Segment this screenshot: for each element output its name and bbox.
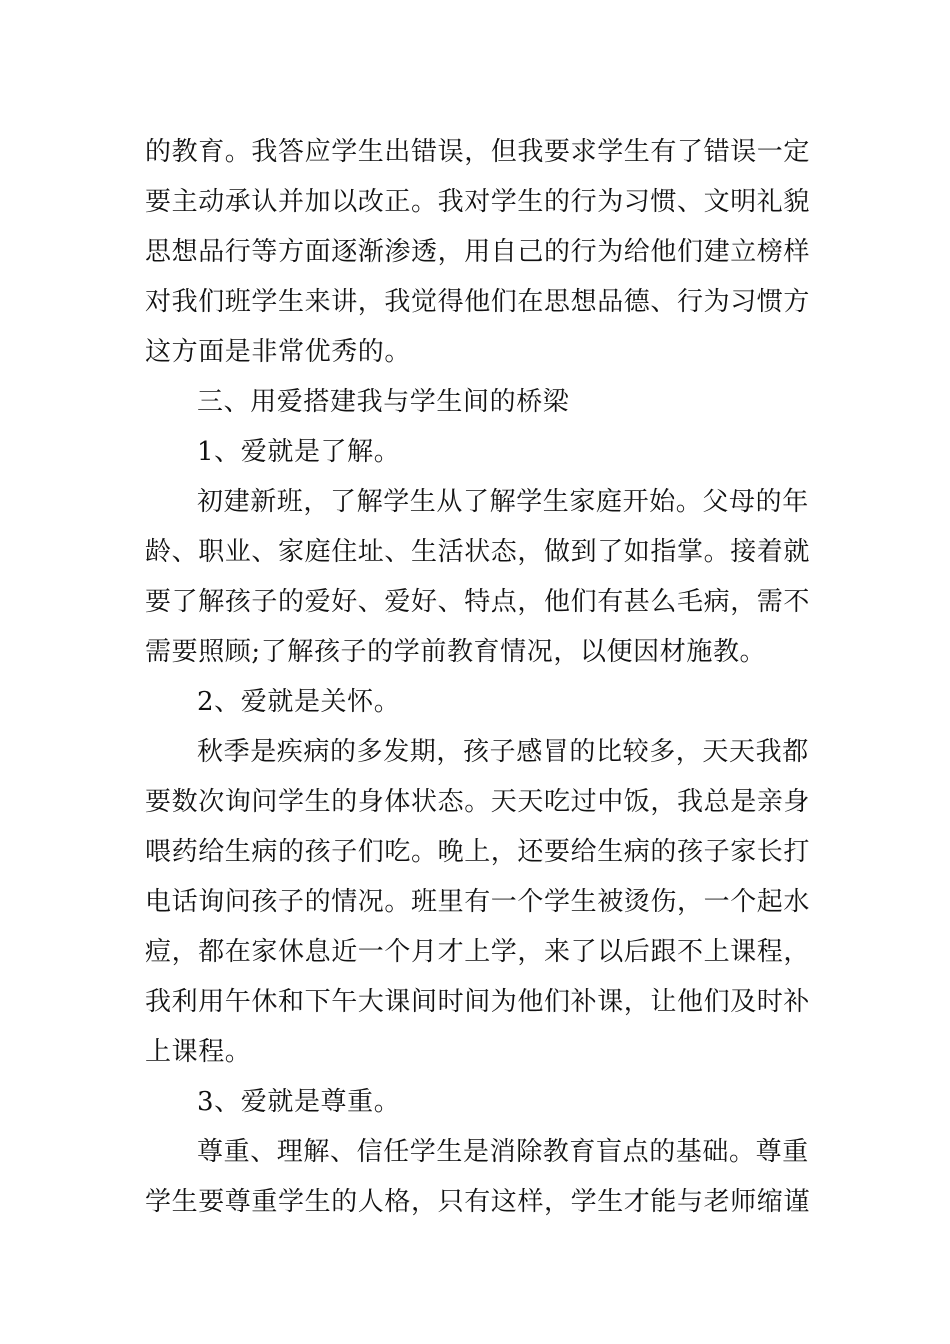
- text-line: 龄、职业、家庭住址、生活状态，做到了如指掌。接着就: [145, 537, 811, 567]
- text-line: 电话询问孩子的情况。班里有一个学生被烫伤，一个起水: [145, 887, 811, 917]
- text-line: 要数次询问学生的身体状态。天天吃过中饭，我总是亲身: [145, 787, 811, 817]
- text-line: 尊重、理解、信任学生是消除教育盲点的基础。尊重: [197, 1137, 809, 1167]
- text-line: 1、爱就是了解。: [197, 437, 401, 467]
- text-line: 思想品行等方面逐渐渗透，用自己的行为给他们建立榜样: [145, 237, 811, 267]
- text-line: 要了解孩子的爱好、爱好、特点，他们有甚么毛病，需不: [145, 587, 811, 617]
- text-line: 喂药给生病的孩子们吃。晚上，还要给生病的孩子家长打: [145, 837, 811, 867]
- text-line: 三、用爱搭建我与学生间的桥梁: [197, 387, 570, 417]
- text-line: 3、爱就是尊重。: [197, 1087, 401, 1117]
- text-line: 痘，都在家休息近一个月才上学，来了以后跟不上课程，: [145, 937, 811, 967]
- text-line: 需要照顾;了解孩子的学前教育情况，以便因材施教。: [145, 637, 767, 667]
- text-line: 秋季是疾病的多发期，孩子感冒的比较多，天天我都: [197, 737, 809, 767]
- text-line: 这方面是非常优秀的。: [145, 337, 412, 367]
- text-line: 2、爱就是关怀。: [197, 687, 401, 717]
- text-line: 对我们班学生来讲，我觉得他们在思想品德、行为习惯方: [145, 287, 811, 317]
- text-line: 初建新班，了解学生从了解学生家庭开始。父母的年: [197, 487, 809, 517]
- text-line: 学生要尊重学生的人格，只有这样，学生才能与老师缩谨: [145, 1187, 811, 1217]
- text-line: 我利用午休和下午大课间时间为他们补课，让他们及时补: [145, 987, 811, 1017]
- text-line: 的教育。我答应学生出错误，但我要求学生有了错误一定: [145, 137, 811, 167]
- text-line: 上课程。: [145, 1037, 252, 1067]
- document-body: [145, 127, 810, 1227]
- text-line: 要主动承认并加以改正。我对学生的行为习惯、文明礼貌: [145, 187, 811, 217]
